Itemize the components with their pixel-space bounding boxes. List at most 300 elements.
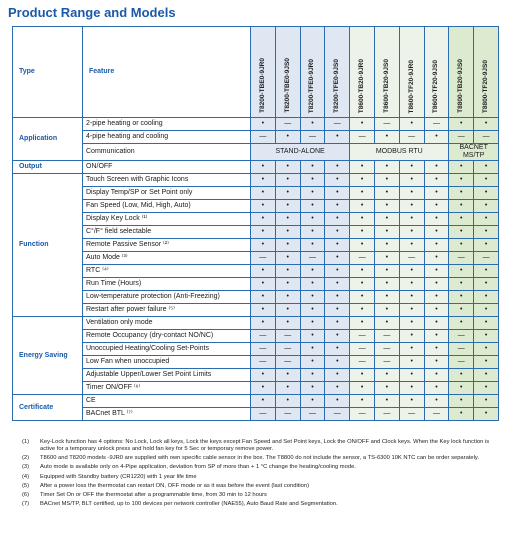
feature-cell: •	[325, 174, 350, 187]
feature-cell: •	[399, 161, 424, 174]
feature-cell: •	[374, 395, 399, 408]
model-header	[251, 27, 276, 118]
feature-cell: •	[325, 213, 350, 226]
feature-cell: •	[251, 278, 276, 291]
feature-cell: •	[449, 278, 474, 291]
feature-cell: —	[251, 252, 276, 265]
table-row	[13, 187, 499, 200]
feature-cell: •	[474, 408, 499, 421]
table-row	[13, 161, 499, 174]
header-row	[13, 27, 499, 118]
feature-cell: •	[399, 239, 424, 252]
model-name: T8600-TB20-9JR0	[358, 58, 366, 113]
feature-cell: •	[374, 265, 399, 278]
feature-cell: •	[300, 174, 325, 187]
footnote	[22, 464, 502, 471]
feature-cell: •	[424, 343, 449, 356]
feature-cell: •	[399, 356, 424, 369]
footnotes	[22, 439, 502, 510]
feature-cell: •	[251, 395, 276, 408]
page-title: Product Range and Models	[8, 5, 176, 20]
feature-cell: •	[325, 252, 350, 265]
feature-cell: —	[350, 343, 375, 356]
feature-cell: •	[424, 291, 449, 304]
table-row	[13, 265, 499, 278]
feature-cell: •	[424, 395, 449, 408]
feature-label: Restart after power failure ⁽⁵⁾	[83, 304, 251, 317]
model-name: T8200-TFE0-9JS0	[333, 59, 341, 113]
feature-label: CE	[83, 395, 251, 408]
model-name: T8200-TBE0-9JR0	[258, 58, 266, 113]
feature-cell: •	[399, 265, 424, 278]
feature-cell: •	[474, 317, 499, 330]
feature-cell: —	[449, 252, 474, 265]
feature-cell: •	[424, 278, 449, 291]
feature-cell: •	[350, 278, 375, 291]
feature-label: Remote Occupancy (dry-contact NO/NC)	[83, 330, 251, 343]
table-row	[13, 317, 499, 330]
type-header: Type	[13, 27, 83, 118]
feature-cell: •	[399, 291, 424, 304]
feature-cell: •	[449, 395, 474, 408]
footnote	[22, 483, 502, 490]
feature-cell: •	[374, 278, 399, 291]
feature-cell: •	[399, 213, 424, 226]
footnote-text: Key-Lock function has 4 options: No Lock, Lock all keys, Lock the keys except Fan Speed and Set Point keys, Lock the ON/OFF and Clock keys. When the Key lock function is active for a temporary unlock press and hold fan key for 5 Sec or temporary remove power.	[40, 439, 490, 452]
feature-label: 4-pipe heating and cooling	[83, 131, 251, 144]
feature-cell: •	[474, 118, 499, 131]
feature-cell: •	[424, 174, 449, 187]
table-row	[13, 408, 499, 421]
feature-cell: •	[374, 317, 399, 330]
feature-cell: •	[374, 226, 399, 239]
model-name: T8600-TB20-9JS0	[382, 59, 390, 113]
feature-cell: •	[325, 161, 350, 174]
feature-label: Fan Speed (Low, Mid, High, Auto)	[83, 200, 251, 213]
category-label: Output	[13, 161, 83, 174]
protocol-cell: STAND-ALONE	[251, 144, 350, 161]
feature-cell: •	[449, 213, 474, 226]
feature-cell: •	[474, 226, 499, 239]
feature-cell: •	[325, 317, 350, 330]
feature-label: Timer ON/OFF ⁽⁶⁾	[83, 382, 251, 395]
footnote	[22, 474, 502, 481]
feature-cell: •	[474, 291, 499, 304]
feature-cell: •	[275, 395, 300, 408]
feature-cell: •	[449, 304, 474, 317]
feature-cell: •	[325, 304, 350, 317]
feature-cell: •	[300, 118, 325, 131]
feature-label: BACnet BTL ⁽⁷⁾	[83, 408, 251, 421]
feature-label: Touch Screen with Graphic Icons	[83, 174, 251, 187]
feature-cell: •	[399, 187, 424, 200]
feature-cell: •	[350, 291, 375, 304]
feature-cell: —	[251, 343, 276, 356]
feature-cell: •	[474, 369, 499, 382]
table-row	[13, 174, 499, 187]
feature-cell: •	[300, 395, 325, 408]
feature-cell: •	[350, 174, 375, 187]
feature-cell: •	[449, 265, 474, 278]
feature-label: C°/F° field selectable	[83, 226, 251, 239]
category-label: Energy Saving	[13, 317, 83, 395]
feature-cell: •	[399, 278, 424, 291]
feature-cell: •	[251, 118, 276, 131]
feature-cell: •	[251, 187, 276, 200]
feature-cell: —	[374, 118, 399, 131]
table-row	[13, 144, 499, 161]
feature-cell: •	[300, 356, 325, 369]
feature-cell: •	[424, 356, 449, 369]
feature-label: 2-pipe heating or cooling	[83, 118, 251, 131]
feature-cell: •	[350, 265, 375, 278]
feature-cell: •	[325, 369, 350, 382]
table-row	[13, 118, 499, 131]
feature-label: Unoccupied Heating/Cooling Set-Points	[83, 343, 251, 356]
feature-cell: •	[424, 200, 449, 213]
feature-cell: •	[251, 213, 276, 226]
feature-cell: —	[474, 131, 499, 144]
table-row	[13, 131, 499, 144]
feature-cell: •	[251, 304, 276, 317]
feature-cell: •	[399, 330, 424, 343]
feature-cell: —	[374, 356, 399, 369]
feature-cell: •	[399, 369, 424, 382]
feature-cell: —	[325, 118, 350, 131]
feature-cell: •	[449, 187, 474, 200]
feature-cell: •	[325, 226, 350, 239]
footnote-text: Equipped with Standby battery (CR1220) with 1 year life time	[40, 473, 197, 480]
feature-label: RTC ⁽⁴⁾	[83, 265, 251, 278]
feature-cell: •	[399, 200, 424, 213]
feature-cell: •	[325, 200, 350, 213]
feature-cell: •	[374, 131, 399, 144]
protocol-cell: MODBUS RTU	[350, 144, 449, 161]
feature-cell: •	[424, 131, 449, 144]
feature-cell: •	[374, 252, 399, 265]
feature-cell: •	[424, 382, 449, 395]
feature-cell: •	[424, 252, 449, 265]
feature-cell: •	[251, 200, 276, 213]
table-row	[13, 278, 499, 291]
feature-cell: •	[424, 187, 449, 200]
feature-cell: •	[399, 118, 424, 131]
feature-cell: —	[449, 131, 474, 144]
table-row	[13, 226, 499, 239]
feature-cell: •	[251, 161, 276, 174]
feature-label: Display Key Lock ⁽¹⁾	[83, 213, 251, 226]
feature-cell: •	[300, 278, 325, 291]
feature-cell: •	[424, 226, 449, 239]
feature-cell: —	[275, 408, 300, 421]
feature-cell: —	[449, 343, 474, 356]
feature-cell: •	[251, 239, 276, 252]
table-row	[13, 252, 499, 265]
feature-cell: —	[474, 252, 499, 265]
feature-cell: •	[300, 317, 325, 330]
feature-cell: •	[474, 304, 499, 317]
feature-cell: •	[474, 265, 499, 278]
feature-cell: •	[300, 369, 325, 382]
feature-cell: •	[474, 382, 499, 395]
feature-cell: —	[449, 330, 474, 343]
feature-cell: •	[424, 239, 449, 252]
feature-cell: •	[399, 382, 424, 395]
table-row	[13, 330, 499, 343]
feature-cell: •	[251, 291, 276, 304]
feature-cell: •	[350, 226, 375, 239]
model-header	[325, 27, 350, 118]
feature-cell: •	[300, 291, 325, 304]
feature-cell: •	[350, 369, 375, 382]
feature-cell: —	[300, 131, 325, 144]
footnote-number: (7)	[22, 501, 30, 508]
model-header	[399, 27, 424, 118]
feature-cell: —	[399, 252, 424, 265]
feature-cell: •	[374, 291, 399, 304]
feature-cell: •	[449, 291, 474, 304]
feature-cell: •	[350, 382, 375, 395]
feature-cell: •	[300, 343, 325, 356]
feature-cell: •	[374, 369, 399, 382]
model-header	[275, 27, 300, 118]
feature-cell: •	[325, 343, 350, 356]
feature-cell: •	[399, 304, 424, 317]
feature-label: Low-temperature protection (Anti-Freezing)	[83, 291, 251, 304]
feature-cell: •	[350, 239, 375, 252]
feature-label: Ventilation only mode	[83, 317, 251, 330]
feature-cell: •	[275, 369, 300, 382]
feature-cell: —	[449, 356, 474, 369]
table-row	[13, 239, 499, 252]
feature-cell: •	[350, 187, 375, 200]
category-label: Function	[13, 174, 83, 317]
feature-cell: •	[374, 239, 399, 252]
feature-cell: •	[399, 317, 424, 330]
feature-cell: •	[300, 382, 325, 395]
feature-cell: •	[350, 317, 375, 330]
feature-cell: —	[424, 408, 449, 421]
feature-cell: •	[474, 239, 499, 252]
feature-cell: •	[399, 226, 424, 239]
feature-cell: •	[424, 317, 449, 330]
feature-cell: •	[275, 317, 300, 330]
model-name: T8800-TF20-9JS0	[482, 59, 490, 113]
feature-cell: •	[275, 291, 300, 304]
feature-cell: —	[399, 408, 424, 421]
feature-cell: —	[374, 330, 399, 343]
feature-cell: •	[300, 239, 325, 252]
category-label: Application	[13, 118, 83, 161]
feature-cell: •	[350, 161, 375, 174]
feature-cell: •	[449, 118, 474, 131]
feature-cell: •	[449, 369, 474, 382]
feature-cell: —	[251, 330, 276, 343]
feature-cell: •	[449, 239, 474, 252]
footnote	[22, 492, 502, 499]
feature-label: ON/OFF	[83, 161, 251, 174]
feature-cell: •	[275, 382, 300, 395]
feature-cell: •	[300, 213, 325, 226]
feature-cell: —	[424, 118, 449, 131]
feature-cell: •	[325, 131, 350, 144]
feature-cell: —	[374, 343, 399, 356]
feature-label: Low Fan when unoccupied	[83, 356, 251, 369]
feature-cell: •	[275, 213, 300, 226]
feature-cell: •	[275, 131, 300, 144]
feature-cell: •	[474, 356, 499, 369]
feature-cell: •	[374, 213, 399, 226]
feature-cell: •	[251, 382, 276, 395]
table-row	[13, 291, 499, 304]
feature-cell: •	[275, 161, 300, 174]
feature-cell: •	[275, 304, 300, 317]
feature-label: Remote Passive Sensor ⁽²⁾	[83, 239, 251, 252]
feature-cell: —	[374, 408, 399, 421]
footnote-text: BACnet MS/TP, BLT certified, up to 100 devices per network controller (NAE55), Auto Baud Rate and Segmentation.	[40, 501, 338, 508]
feature-label: Run Time (Hours)	[83, 278, 251, 291]
feature-cell: •	[325, 187, 350, 200]
feature-cell: •	[449, 317, 474, 330]
feature-cell: •	[275, 226, 300, 239]
feature-cell: •	[474, 161, 499, 174]
footnote-text: T8600 and T8200 models -9JR0 are supplied with own specific cable sensor in the box. The T8800 do not include the sensor, a TS-6300 10K NTC can be order separately.	[40, 455, 480, 462]
feature-cell: •	[275, 187, 300, 200]
model-name: T8200-TBE0-9JS0	[283, 58, 291, 113]
model-name: T8200-TFE0-9JR0	[308, 58, 316, 113]
feature-cell: •	[251, 317, 276, 330]
feature-cell: —	[251, 131, 276, 144]
feature-cell: •	[474, 395, 499, 408]
feature-cell: •	[424, 330, 449, 343]
feature-cell: •	[424, 369, 449, 382]
feature-cell: —	[399, 131, 424, 144]
footnote-text: After a power loss the thermostat can restart ON, OFF mode or as it was before the event (last condition)	[40, 482, 310, 489]
model-header	[350, 27, 375, 118]
feature-cell: •	[251, 265, 276, 278]
feature-cell: •	[350, 213, 375, 226]
feature-cell: —	[350, 131, 375, 144]
feature-label: Communication	[83, 144, 251, 161]
feature-cell: —	[350, 356, 375, 369]
feature-cell: —	[251, 408, 276, 421]
feature-cell: •	[275, 252, 300, 265]
table-row	[13, 343, 499, 356]
feature-cell: •	[325, 356, 350, 369]
footnote-number: (4)	[22, 473, 30, 480]
feature-cell: •	[300, 330, 325, 343]
feature-cell: •	[474, 213, 499, 226]
footnote-number: (1)	[22, 439, 30, 445]
feature-cell: —	[275, 330, 300, 343]
feature-cell: •	[350, 200, 375, 213]
feature-cell: •	[275, 200, 300, 213]
feature-cell: •	[300, 161, 325, 174]
model-header	[300, 27, 325, 118]
feature-cell: •	[424, 265, 449, 278]
feature-cell: •	[474, 187, 499, 200]
feature-cell: •	[474, 200, 499, 213]
feature-cell: •	[251, 369, 276, 382]
feature-cell: •	[474, 343, 499, 356]
model-name: T8600-TF20-9JR0	[407, 59, 415, 113]
footnote-number: (3)	[22, 464, 30, 471]
feature-cell: •	[325, 265, 350, 278]
feature-label: Auto Mode ⁽³⁾	[83, 252, 251, 265]
feature-cell: •	[374, 382, 399, 395]
feature-cell: •	[449, 161, 474, 174]
model-header	[424, 27, 449, 118]
feature-cell: •	[449, 174, 474, 187]
feature-cell: •	[474, 174, 499, 187]
feature-cell: •	[350, 118, 375, 131]
table-row	[13, 200, 499, 213]
product-table	[12, 26, 499, 421]
feature-cell: •	[374, 161, 399, 174]
feature-cell: —	[350, 408, 375, 421]
feature-cell: •	[350, 304, 375, 317]
category-label: Certificate	[13, 395, 83, 421]
model-header	[449, 27, 474, 118]
feature-cell: •	[300, 226, 325, 239]
table-row	[13, 382, 499, 395]
feature-cell: •	[325, 291, 350, 304]
model-name: T8600-TF20-9JS0	[432, 59, 440, 113]
feature-cell: •	[449, 382, 474, 395]
feature-cell: •	[374, 200, 399, 213]
feature-cell: —	[275, 118, 300, 131]
feature-cell: •	[275, 174, 300, 187]
feature-cell: •	[449, 226, 474, 239]
table-row	[13, 213, 499, 226]
feature-cell: •	[325, 278, 350, 291]
feature-cell: —	[275, 343, 300, 356]
footnote	[22, 501, 502, 508]
feature-cell: •	[251, 174, 276, 187]
feature-cell: •	[300, 187, 325, 200]
feature-cell: •	[374, 174, 399, 187]
model-header	[474, 27, 499, 118]
feature-cell: —	[350, 330, 375, 343]
footnote-number: (2)	[22, 455, 30, 462]
table-row	[13, 369, 499, 382]
table-row	[13, 356, 499, 369]
feature-cell: —	[300, 408, 325, 421]
feature-cell: —	[350, 252, 375, 265]
feature-cell: •	[325, 239, 350, 252]
feature-cell: •	[424, 161, 449, 174]
feature-cell: •	[325, 382, 350, 395]
feature-cell: •	[449, 200, 474, 213]
feature-cell: •	[300, 200, 325, 213]
table-row	[13, 395, 499, 408]
feature-cell: •	[424, 213, 449, 226]
feature-cell: •	[350, 395, 375, 408]
feature-cell: •	[424, 304, 449, 317]
footnote-text: Auto mode is available only on 4-Pipe application, deviation from SP of more than + 1 °C change the heating/cooling mode.	[40, 464, 356, 471]
footnote-number: (5)	[22, 482, 30, 489]
feature-cell: •	[275, 278, 300, 291]
feature-cell: —	[300, 252, 325, 265]
feature-cell: •	[374, 304, 399, 317]
feature-cell: •	[474, 330, 499, 343]
table-row	[13, 304, 499, 317]
footnote	[22, 455, 502, 462]
feature-label: Adjustable Upper/Lower Set Point Limits	[83, 369, 251, 382]
feature-cell: •	[374, 187, 399, 200]
feature-cell: •	[325, 395, 350, 408]
feature-cell: —	[275, 356, 300, 369]
